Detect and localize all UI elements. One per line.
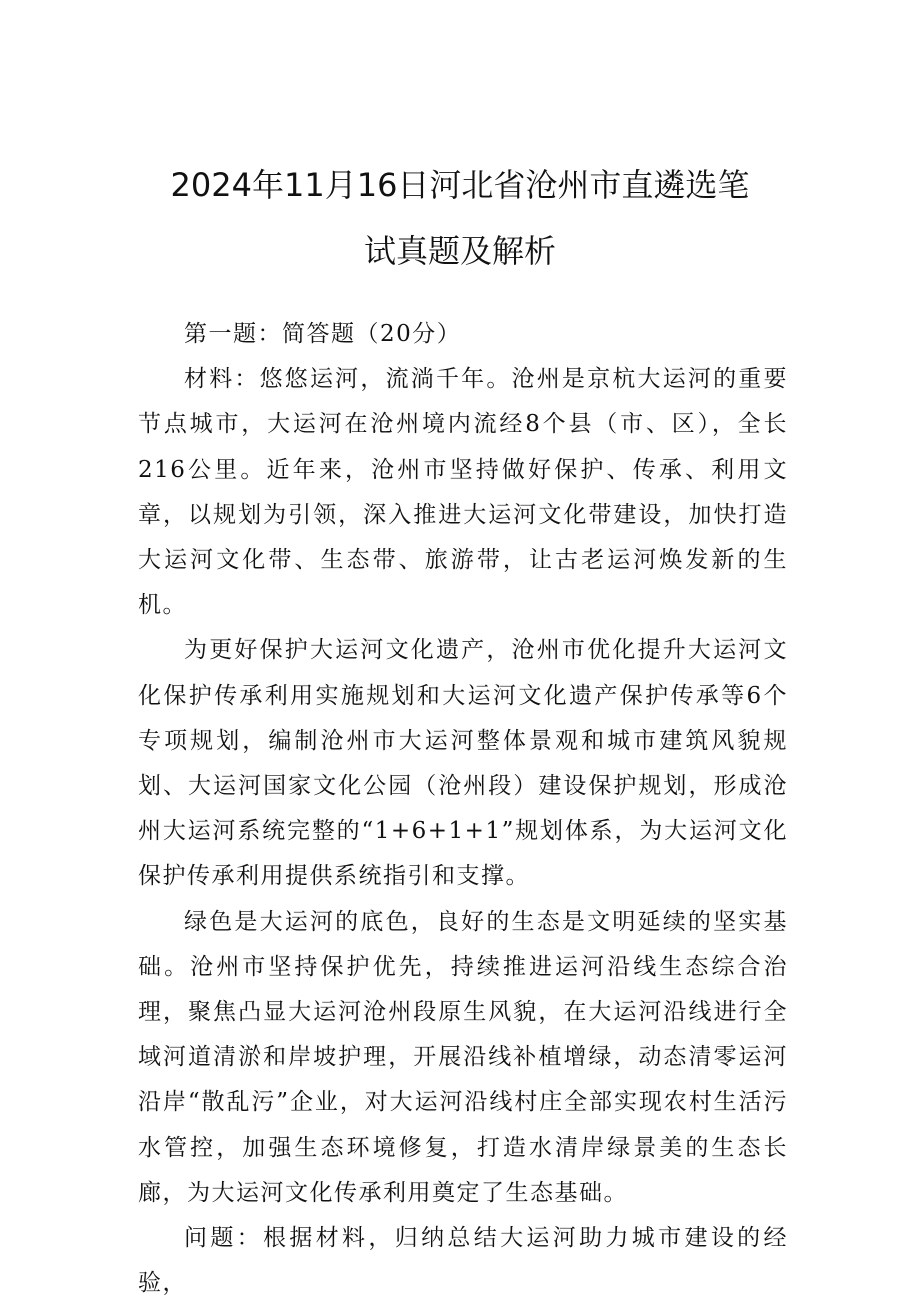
question-prompt: 问题：根据材料，归纳总结大运河助力城市建设的经验， (138, 1225, 788, 1297)
document-body (138, 312, 788, 1306)
material-paragraph-3: 绿色是大运河的底色，良好的生态是文明延续的坚实基础。沧州市坚持保护优先，持续推进运河沿线生态综合治理，聚焦凸显大运河沧州段原生风貌，在大运河沿线进行全域河道清淤和岸坡护理，开展沿线补植增绿，动态清零运河沿岸“散乱污”企业，对大运河沿线村庄全部实现农村生活污水管控，加强生态环境修复，打造水清岸绿景美的生态长廊，为大运河文化传承利用奠定了生态基础。 (138, 908, 788, 1206)
material-paragraph-2: 为更好保护大运河文化遗产，沧州市优化提升大运河文化保护传承利用实施规划和大运河文化遗产保护传承等6个专项规划，编制沧州市大运河整体景观和城市建筑风貌规划、大运河国家文化公园（沧州段）建设保护规划，形成沧州大运河系统完整的“1+6+1+1”规划体系，为大运河文化保护传承利用提供系统指引和支撑。 (138, 637, 788, 890)
question-heading: 第一题：简答题（20分） (184, 321, 462, 347)
document-title-line-1: 2024年11月16日河北省沧州市直遴选笔 (170, 166, 750, 204)
material-paragraph-1: 材料：悠悠运河，流淌千年。沧州是京杭大运河的重要节点城市，大运河在沧州境内流经8个县（市、区），全长216公里。近年来，沧州市坚持做好保护、传承、利用文章，以规划为引领，深入推进大运河文化带建设，加快打造大运河文化带、生态带、旅游带，让古老运河焕发新的生机。 (138, 366, 788, 619)
document-title-line-2: 试真题及解析 (363, 232, 556, 270)
